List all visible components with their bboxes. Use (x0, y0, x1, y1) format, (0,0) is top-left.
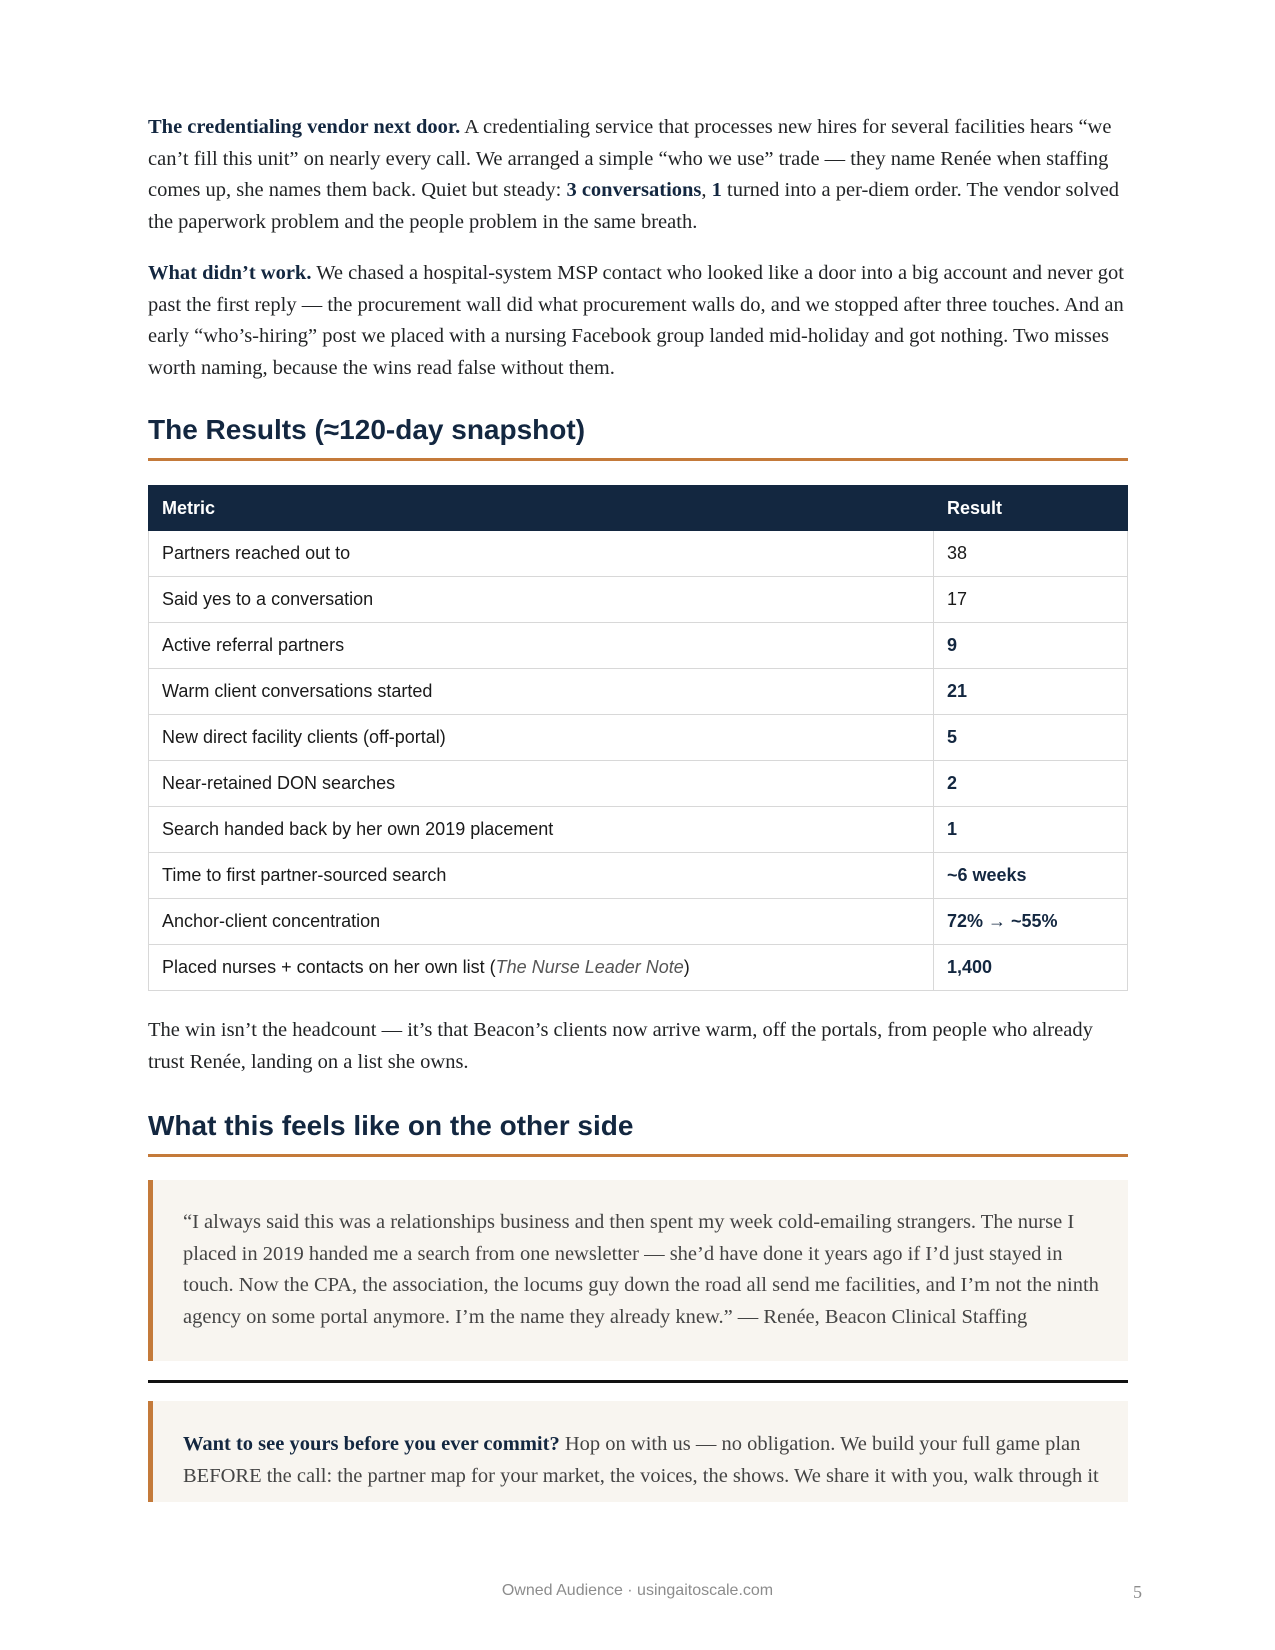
result-cell: 38 (934, 531, 1128, 577)
table-row (149, 715, 1128, 761)
orders-count: 1 (711, 179, 722, 201)
page-number: 5 (1133, 1582, 1142, 1602)
metric-text: ) (683, 957, 690, 977)
metric-cell: Search handed back by her own 2019 placement (149, 807, 934, 853)
metric-cell: Active referral partners (149, 623, 934, 669)
divider (148, 1380, 1128, 1383)
table-row (149, 807, 1128, 853)
paragraph-text: , (701, 179, 712, 201)
credentialing-vendor-paragraph (148, 112, 1128, 238)
paragraph-lead: The credentialing vendor next door. (148, 116, 461, 138)
metric-cell: Said yes to a conversation (149, 577, 934, 623)
table-row (149, 531, 1128, 577)
cta-callout (148, 1401, 1128, 1502)
table-row (149, 853, 1128, 899)
result-cell: 9 (934, 623, 1128, 669)
result-cell: 17 (934, 577, 1128, 623)
newsletter-title: The Nurse Leader Note (495, 957, 684, 977)
result-cell: 21 (934, 669, 1128, 715)
paragraph-text: We chased a hospital-system MSP contact who looked like a door into a big account and never got past the first reply — the procurement wall did what procurement walls do, and we stopped after three touches. And an early “who’s-hiring” post we placed with a nursing Facebook group landed mid-holiday and got nothing. Two misses worth naming, because the wins read false without them. (148, 262, 1124, 379)
result-cell: 1 (934, 807, 1128, 853)
table-row (149, 577, 1128, 623)
metric-cell: Partners reached out to (149, 531, 934, 577)
metric-column-header: Metric (149, 486, 934, 531)
table-row (149, 899, 1128, 945)
what-didnt-work-paragraph (148, 258, 1128, 384)
table-row (149, 623, 1128, 669)
page-content (148, 112, 1128, 1502)
cta-lead: Want to see yours before you ever commit? (183, 1433, 560, 1455)
metric-cell: Time to first partner-sourced search (149, 853, 934, 899)
metric-cell: Anchor-client concentration (149, 899, 934, 945)
quote-text: “I always said this was a relationships business and then spent my week cold-emailing strangers. The nurse I placed in 2019 handed me a search from one newsletter — she’d have done it years ago if I’d just stayed in touch. Now the CPA, the association, the locums guy down the road all send me facilities, and I’m not the ninth agency on some portal anymore. I’m the name they already knew.” — Renée, Beacon Clinical Staffing (183, 1211, 1099, 1328)
result-cell: 2 (934, 761, 1128, 807)
conversations-count: 3 conversations (566, 179, 702, 201)
table-row (149, 761, 1128, 807)
testimonial-quote (148, 1180, 1128, 1361)
metric-cell: Warm client conversations started (149, 669, 934, 715)
table-row (149, 669, 1128, 715)
paragraph-lead: What didn’t work. (148, 262, 312, 284)
metric-cell: Near-retained DON searches (149, 761, 934, 807)
paragraph-text: turned into a per-diem order. The vendor solved the paperwork problem and the people problem in the same breath. (148, 179, 1120, 233)
result-cell: 1,400 (934, 945, 1128, 991)
cta-text (183, 1429, 1116, 1492)
result-column-header: Result (934, 486, 1128, 531)
paragraph-text: A credentialing service that processes new hires for several facilities hears “we can’t fill this unit” on nearly every call. We arranged a simple “who we use” trade — they name Renée when staffing comes up, she names them back. Quiet but steady: (148, 116, 1112, 201)
table-header-row (149, 486, 1128, 531)
result-cell: ~6 weeks (934, 853, 1128, 899)
results-heading: The Results (≈120-day snapshot) (148, 414, 1128, 461)
page-footer: Owned Audience · usingaitoscale.com (501, 1582, 774, 1599)
metric-text: Placed nurses + contacts on her own list ( (162, 957, 496, 977)
metric-cell (149, 945, 934, 991)
cta-body: Hop on with us — no obligation. We build your full game plan BEFORE the call: the partner map for your market, the voices, the shows. We share it with you, walk through it (183, 1433, 1099, 1487)
metric-cell: New direct facility clients (off-portal) (149, 715, 934, 761)
results-table (148, 485, 1128, 991)
result-cell: 5 (934, 715, 1128, 761)
summary-paragraph: The win isn’t the headcount — it’s that Beacon’s clients now arrive warm, off the portals, from people who already trust Renée, landing on a list she owns. (148, 1019, 1093, 1073)
result-cell: 72% → ~55% (934, 899, 1128, 945)
table-row (149, 945, 1128, 991)
other-side-heading: What this feels like on the other side (148, 1110, 1128, 1157)
